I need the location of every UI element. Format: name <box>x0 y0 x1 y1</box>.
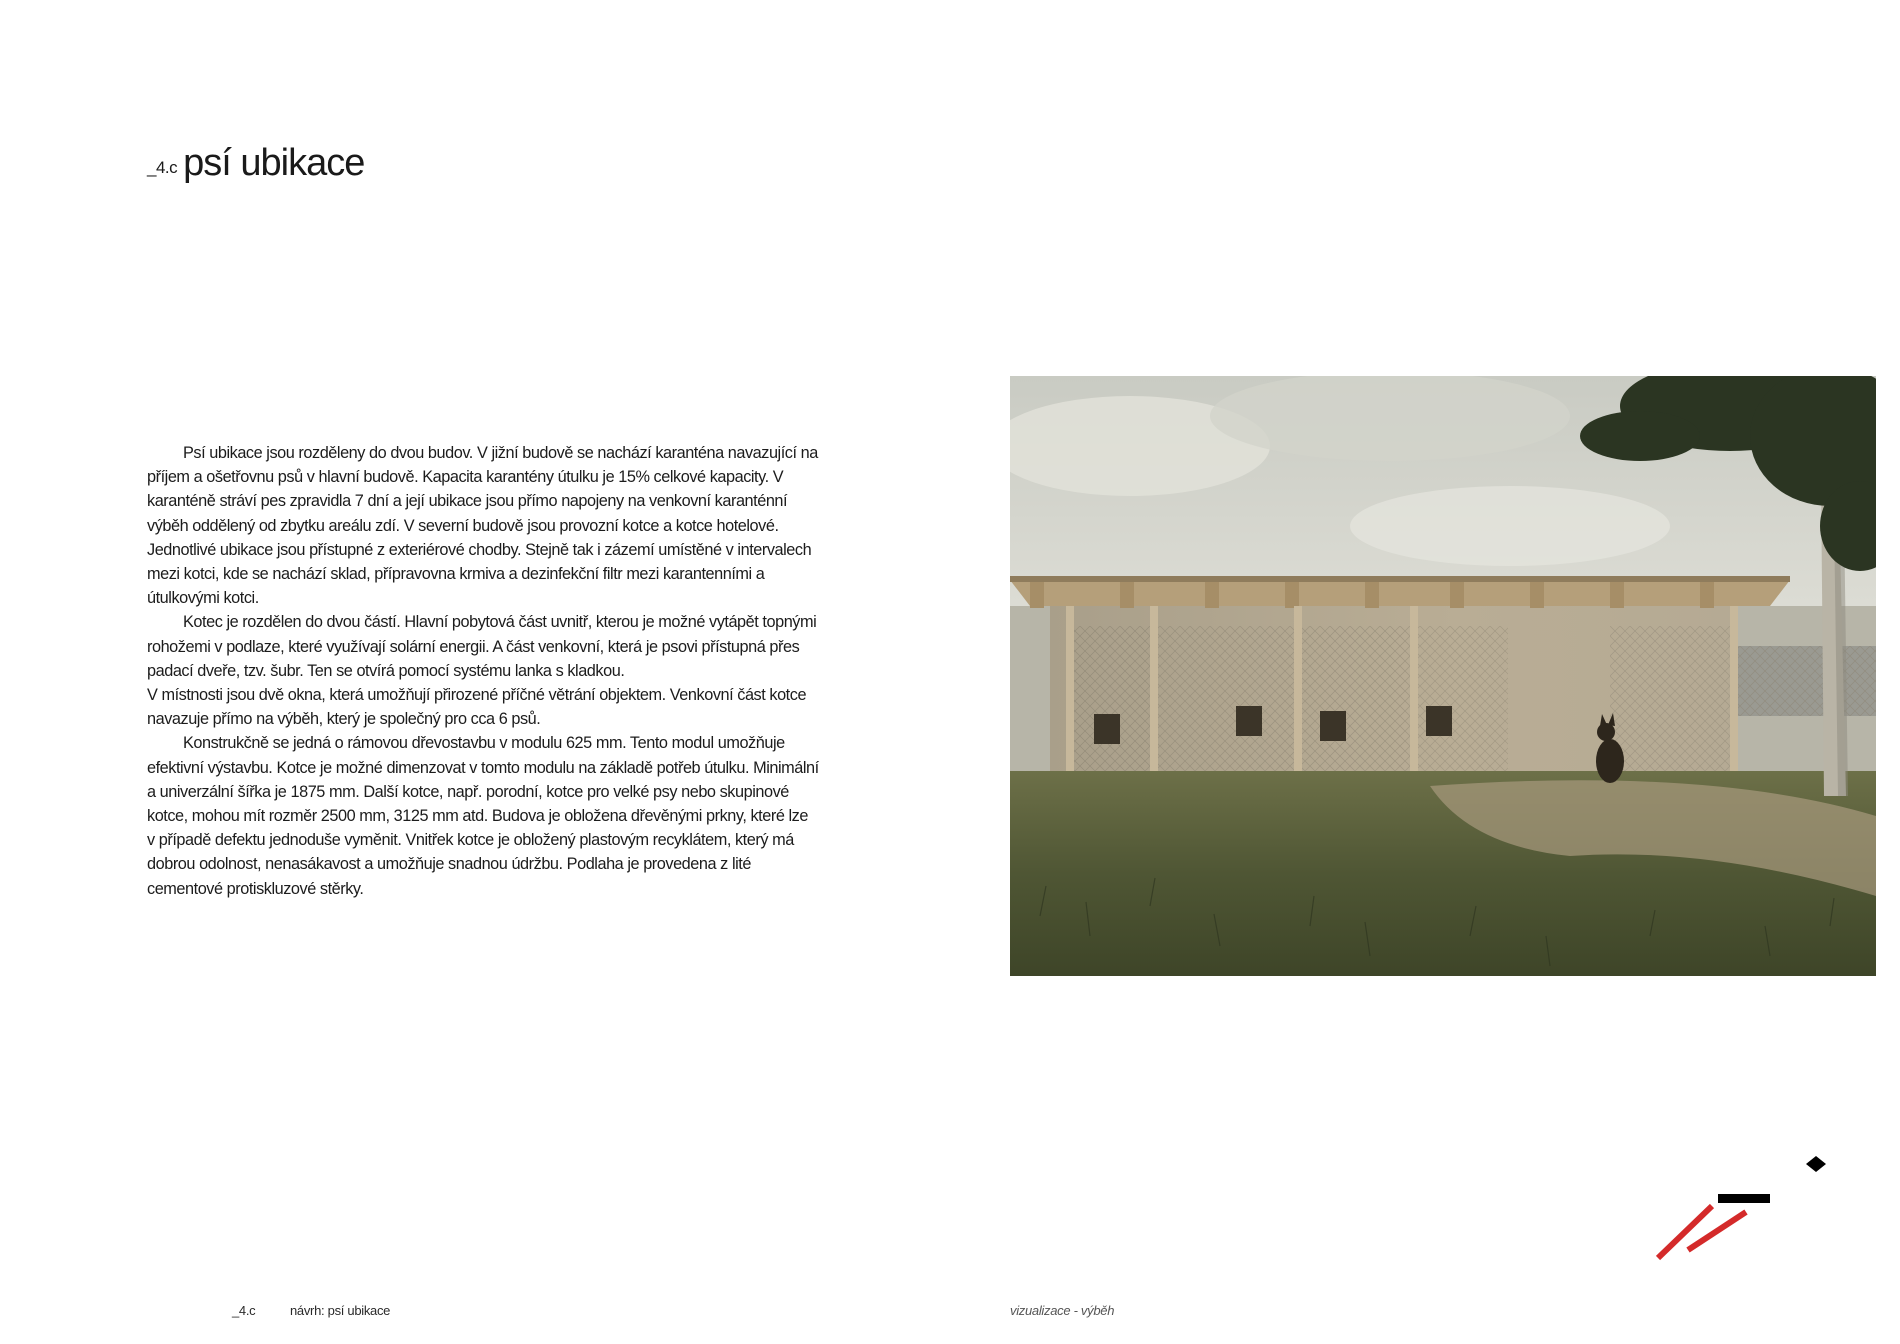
logo-mark-icon <box>1640 1150 1830 1275</box>
section-number: _4.c <box>147 158 178 177</box>
paragraph-2: Kotec je rozdělen do dvou částí. Hlavní pobytová část uvnitř, kterou je možné vytápět topnými rohožemi v podlaze, které využívají solární energii. A část venkovní, která je psovi přístupná přes padací dveře, tzv. šubr. Ten se otvírá pomocí systému lanka s kladkou. <box>147 613 817 680</box>
footer-section-title: návrh: psí ubikace <box>290 1303 391 1318</box>
page-heading <box>147 142 364 185</box>
paragraph-3: V místnosti jsou dvě okna, která umožňují přirozené příčné větrání objektem. Venkovní část kotce navazuje přímo na výběh, který je společný pro cca 6 psů. <box>147 686 807 729</box>
visualization-kennel-image <box>1010 376 1876 976</box>
body-text <box>147 441 819 901</box>
footer-section-number: _4.c <box>232 1303 256 1318</box>
image-caption: vizualizace - výběh <box>1010 1303 1115 1318</box>
page-title: psí ubikace <box>183 142 365 184</box>
paragraph-1: Psí ubikace jsou rozděleny do dvou budov. V jižní budově se nachází karanténa navazující na příjem a ošetřovnu psů v hlavní budově. Kapacita karantény útulku je 15% celkové kapacity. V karanténě stráví pes zpravidla 7 dní a její ubikace jsou přímo napojeny na venkovní karanténní výběh oddělený od zbytku areálu zdí. V severní budově jsou provozní kotce a kotce hotelové. Jednotlivé ubikace jsou přístupné z exteriérové chodby. Stejně tak i zázemí umístěné v intervalech mezi kotci, kde se nachází sklad, přípravovna krmiva a dezinfekční filtr mezi karantenními a útulkovými kotci. <box>147 444 818 608</box>
paragraph-4: Konstrukčně se jedná o rámovou dřevostavbu v modulu 625 mm. Tento modul umožňuje efektivní výstavbu. Kotce je možné dimenzovat v tomto modulu na základě potřeb útulku. Minimální a univerzální šířka je 1875 mm. Další kotce, např. porodní, kotce pro velké psy nebo skupinové kotce, mohou mít rozměr 2500 mm, 3125 mm atd. Budova je obložena dřevěnými prkny, které lze v případě defektu jednoduše vyměnit. Vnitřek kotce je obložený plastovým recyklátem, který má dobrou odolnost, nenasákavost a umožňuje snadnou údržbu. Podlaha je provedena z lité cementové protiskluzové stěrky. <box>147 734 819 898</box>
